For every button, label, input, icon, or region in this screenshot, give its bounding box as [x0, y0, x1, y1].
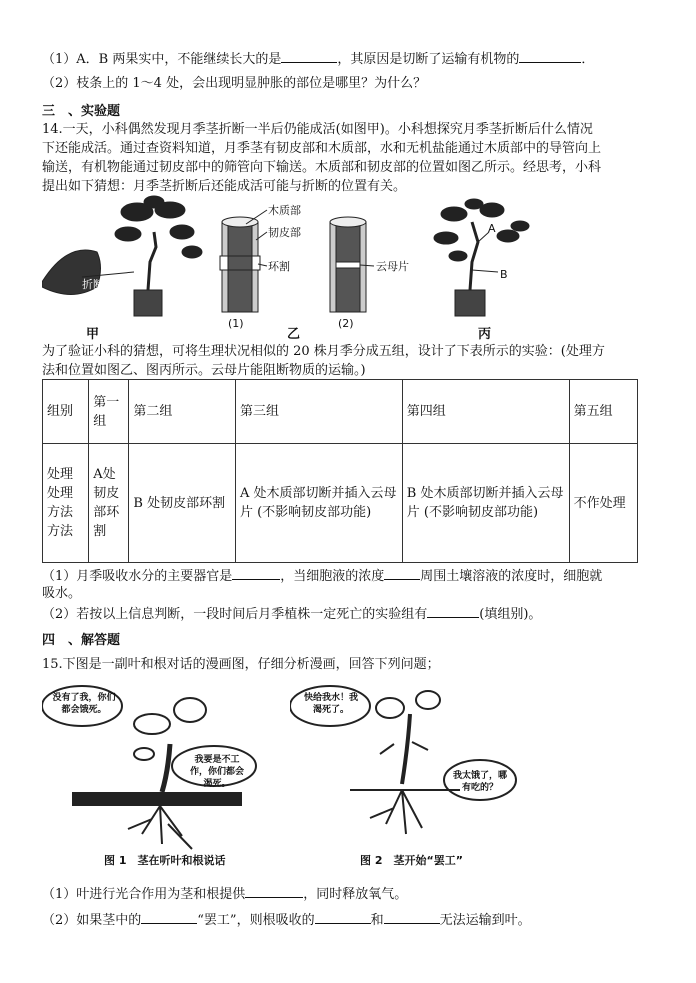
caption-jia: 甲 — [86, 327, 100, 342]
answer-blank[interactable] — [245, 884, 303, 898]
label-sub-2: (2) — [338, 317, 354, 330]
label-yunmu: 云母片 — [376, 260, 409, 273]
table-cell: 不作处理 — [569, 444, 637, 563]
q14-sub1-text-c: 周围土壤溶液的浓度时，细胞就 — [420, 569, 603, 584]
speech-bubble-3: 快给我水！我渴死了。 — [303, 693, 358, 715]
q15-sub2-text-b: “罢工”，则根吸收的 — [197, 913, 315, 928]
speech-bubble-4: 我太饿了，哪有吃的？ — [452, 771, 507, 793]
q14-sub1-line — [42, 566, 602, 586]
q14-paragraph-line: 下还能成活。通过查资料知道，月季茎有韧皮部和木质部，水和无机盐能通过木质部中的导管向上 — [42, 141, 602, 156]
q15-intro: 15.下图是一副叶和根对话的漫画图，仔细分析漫画，回答下列问题； — [42, 657, 440, 672]
label-A: A — [488, 222, 496, 235]
label-zhedian: 折断处 — [82, 278, 115, 291]
q14-sub2-line — [42, 604, 541, 624]
q14-paragraph-line: 14.一天，小科偶然发现月季茎折断一半后仍能成活(如图甲)。小科想探究月季茎折断后什么情况 — [42, 122, 593, 137]
table-cell: A处韧皮部环割 — [89, 444, 129, 563]
label-huange: 环割 — [268, 260, 290, 273]
section-heading-answer: 四 、解答题 — [42, 633, 121, 648]
cartoon-caption-2: 图 2 茎开始“罢工” — [360, 854, 463, 867]
q15-sub1-text-a: （1）叶进行光合作用为茎和根提供 — [42, 887, 246, 902]
prev-q1-text-b: ，其原因是切断了运输有机物的 — [337, 52, 520, 67]
q14-paragraph-line: 为了验证小科的猜想，可将生理状况相似的 20 株月季分成五组，设计了下表所示的实验：(处理方 — [42, 344, 605, 359]
q14-sub1-text-a: （1）月季吸收水分的主要器官是 — [42, 569, 233, 584]
q15-sub2-text-a: （2）如果茎中的 — [42, 913, 142, 928]
speech-bubble-1: 没有了我，你们都会饿死。 — [52, 693, 116, 715]
answer-blank[interactable] — [281, 49, 337, 63]
table-header-cell: 第一组 — [89, 380, 129, 444]
answer-blank[interactable] — [427, 604, 479, 618]
q15-sub2-text-c: 和 — [370, 913, 384, 928]
figure-yi-cylinder-1 — [220, 217, 260, 312]
answer-blank[interactable] — [315, 910, 371, 924]
q14-paragraph-line: 法和位置如图乙、图丙所示。云母片能阻断物质的运输。) — [42, 363, 366, 378]
table-header-row — [43, 380, 638, 444]
table-header-cell: 第二组 — [129, 380, 236, 444]
label-renpi: 韧皮部 — [268, 226, 301, 239]
figure-bing-plant — [434, 199, 529, 316]
q15-sub2-text-d: 无法运输到叶。 — [439, 913, 531, 928]
figure-yi-cylinder-2 — [330, 217, 366, 312]
prev-q1-text-a: （1）A．B 两果实中，不能继续长大的是 — [42, 52, 282, 67]
answer-blank[interactable] — [384, 566, 420, 580]
table-row — [43, 444, 638, 563]
figure-jia-plant — [42, 196, 202, 316]
q15-sub2-line — [42, 910, 531, 930]
caption-yi: 乙 — [287, 327, 301, 342]
label-sub-1: (1) — [228, 317, 244, 330]
q14-sub1-text-b: ，当细胞液的浓度 — [280, 569, 385, 584]
answer-blank[interactable] — [232, 566, 280, 580]
q15-sub1-text-b: ，同时释放氧气。 — [303, 887, 408, 902]
stem-experiment-figure — [42, 192, 582, 342]
table-cell: B 处木质部切断并插入云母片 (不影响韧皮部功能) — [402, 444, 569, 563]
prev-question-line-2: （2）枝条上的 1～4 处，会出现明显肿胀的部位是哪里？为什么？ — [42, 76, 427, 91]
table-header-cell: 第三组 — [235, 380, 402, 444]
answer-blank[interactable] — [519, 49, 581, 63]
label-B: B — [500, 268, 508, 281]
q14-sub2-text-b: (填组别)。 — [479, 607, 542, 622]
table-header-cell: 组别 — [43, 380, 89, 444]
q14-paragraph-line: 输送，有机物能通过韧皮部中的筛管向下输送。木质部和韧皮部的位置如图乙所示。经思考，小科 — [42, 160, 602, 175]
table-cell: 处理处理方法方法 — [43, 444, 89, 563]
prev-q1-text-c: ． — [581, 52, 595, 67]
caption-bing: 丙 — [478, 327, 492, 342]
label-muzhi: 木质部 — [268, 204, 301, 217]
experiment-table — [42, 379, 638, 563]
answer-blank[interactable] — [384, 910, 440, 924]
table-header-cell: 第五组 — [569, 380, 637, 444]
answer-blank[interactable] — [141, 910, 197, 924]
q14-sub2-text-a: （2）若按以上信息判断，一段时间后月季植株一定死亡的实验组有 — [42, 607, 428, 622]
q15-sub1-line — [42, 884, 407, 904]
prev-question-line-1 — [42, 49, 594, 69]
table-cell: B 处韧皮部环割 — [129, 444, 236, 563]
table-header-cell: 第四组 — [402, 380, 569, 444]
speech-bubble-2: 我要是不工作，你们都会渴死。 — [189, 755, 244, 789]
q14-paragraph-line: 提出如下猜想：月季茎折断后还能成活可能与折断的位置有关。 — [42, 179, 407, 194]
q14-sub1-line-2: 吸水。 — [42, 586, 82, 601]
table-cell: A 处木质部切断并插入云母片 (不影响韧皮部功能) — [235, 444, 402, 563]
section-heading-experiment: 三 、实验题 — [42, 104, 121, 119]
cartoon-caption-1: 图 1 茎在听叶和根说话 — [104, 854, 226, 867]
